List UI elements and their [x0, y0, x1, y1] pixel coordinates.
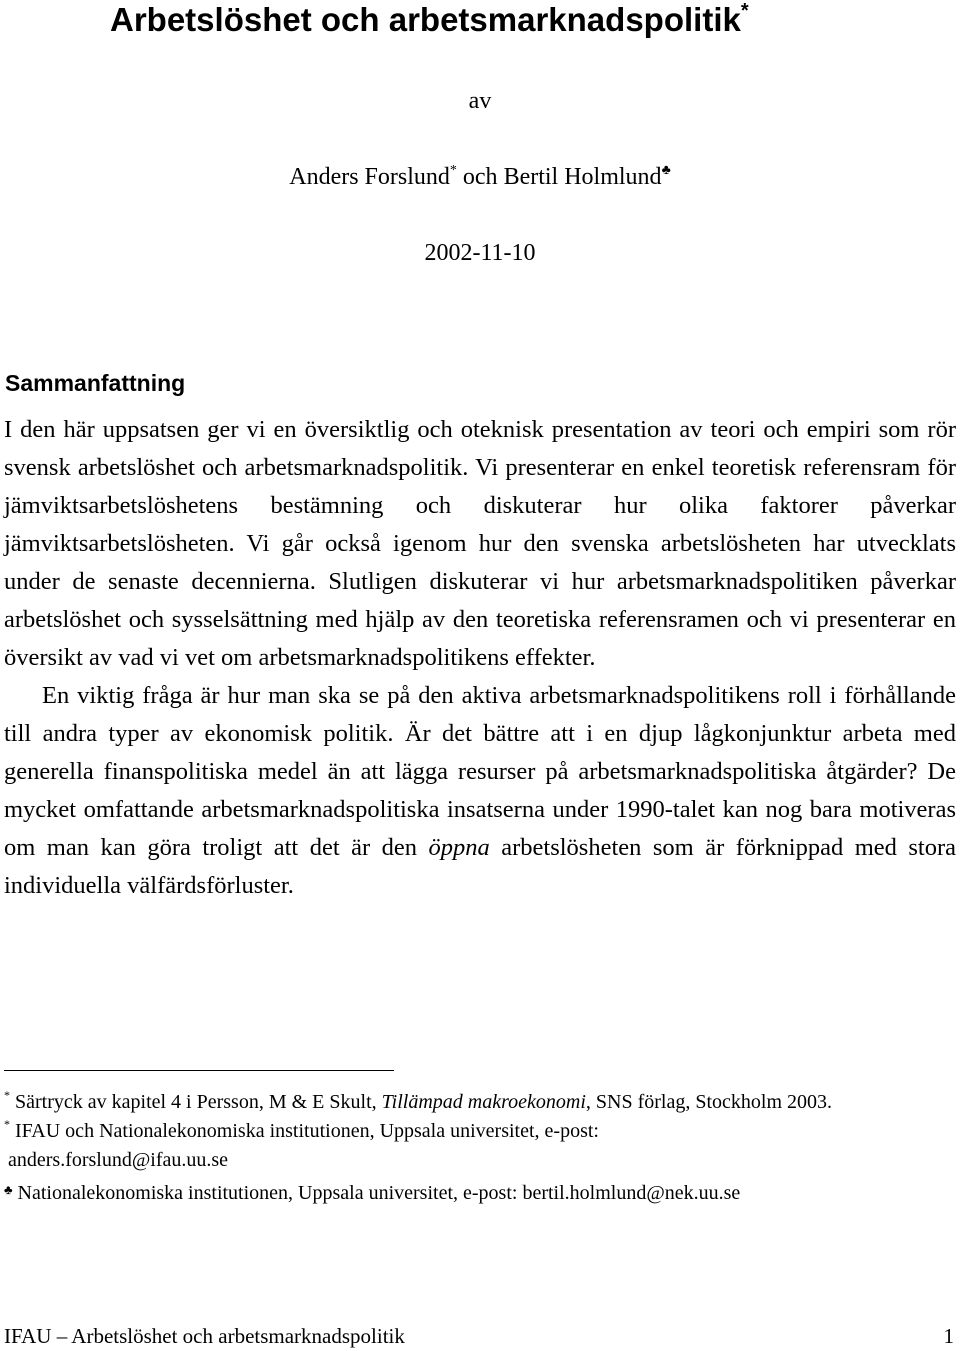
paragraph2-text-before: En viktig fråga är hur man ska se på den aktiva arbetsmarknadspolitikens roll i förhållande till andra typer av ekonomisk politik. Är det bättre att i en djup lågkonjunktur arbeta med generella finanspolitiska medel än att lägga resurser på arbetsmarknadspolitiska åtgärder? De mycket omfattande arbetsmarknadspolitiska insatserna under 1990-talet kan nog bara motiveras om man kan göra troligt att det är den — [4, 682, 956, 861]
page-footer — [0, 1322, 960, 1351]
footnote-holmlund-affiliation: ♣ Nationalekonomiska institutionen, Uppsala universitet, e-post: bertil.holmlund@nek.uu.se — [4, 1182, 741, 1204]
author2-footnote-marker: ♣ — [661, 163, 671, 178]
footnote-reprint: * Särtryck av kapitel 4 i Persson, M & E Skult, Tillämpad makroekonomi, SNS förlag, Stockholm 2003. — [4, 1088, 833, 1113]
summary-paragraph-1: I den här uppsatsen ger vi en översiktlig och oteknisk presentation av teori och empiri som rör svensk arbetslöshet och arbetsmarknadspolitik. Vi presenterar en enkel teoretisk referensram för jämviktsarbetslöshetens bestämning och diskuterar hur olika faktorer påverkar jämviktsarbetslösheten. Vi går också igenom hur den svenska arbetslösheten har utvecklats under de senaste decennierna. Slutligen diskuterar vi hur arbetsmarknadspolitiken påverkar arbetslöshet och sysselsättning med hjälp av den teoretiska referensramen och vi presenterar en översikt av vad vi vet om arbetsmarknadspolitikens effekter. — [4, 416, 956, 671]
footnote2-marker: * — [4, 1117, 10, 1131]
document-date: 2002-11-10 — [424, 240, 536, 266]
footnote-forslund-affiliation: * IFAU och Nationalekonomiska institutionen, Uppsala universitet, e-post: — [4, 1117, 599, 1142]
title-text: Arbetslöshet och arbetsmarknadspolitik — [110, 1, 741, 38]
paragraph2-text-after: arbetslösheten som är förknippad med stora individuella välfärdsförluster. — [4, 834, 956, 899]
footnote1-marker: * — [4, 1088, 10, 1102]
author-holmlund: Bertil Holmlund — [503, 164, 662, 190]
author-forslund: Anders Forslund — [289, 164, 450, 190]
title-footnote-marker: * — [740, 0, 749, 22]
author1-footnote-marker: * — [449, 163, 457, 178]
authors — [0, 162, 960, 192]
document-title — [110, 0, 749, 40]
page-number: 1 — [943, 1324, 954, 1348]
club-marker: ♣ — [4, 1182, 13, 1197]
by-line: av — [468, 88, 492, 114]
author-separator: och — [456, 164, 504, 190]
summary-body — [4, 411, 956, 905]
summary-paragraph-2 — [4, 677, 956, 905]
footnotes — [4, 1088, 960, 1208]
footnote-divider — [4, 1070, 394, 1071]
summary-heading: Sammanfattning — [5, 370, 186, 396]
running-title: IFAU – Arbetslöshet och arbetsmarknadspolitik — [4, 1324, 405, 1348]
book-title: Tillämpad makroekonomi — [381, 1091, 586, 1113]
footnote-forslund-email: anders.forslund@ifau.uu.se — [8, 1149, 229, 1171]
emphasis-oppna: öppna — [428, 834, 490, 861]
